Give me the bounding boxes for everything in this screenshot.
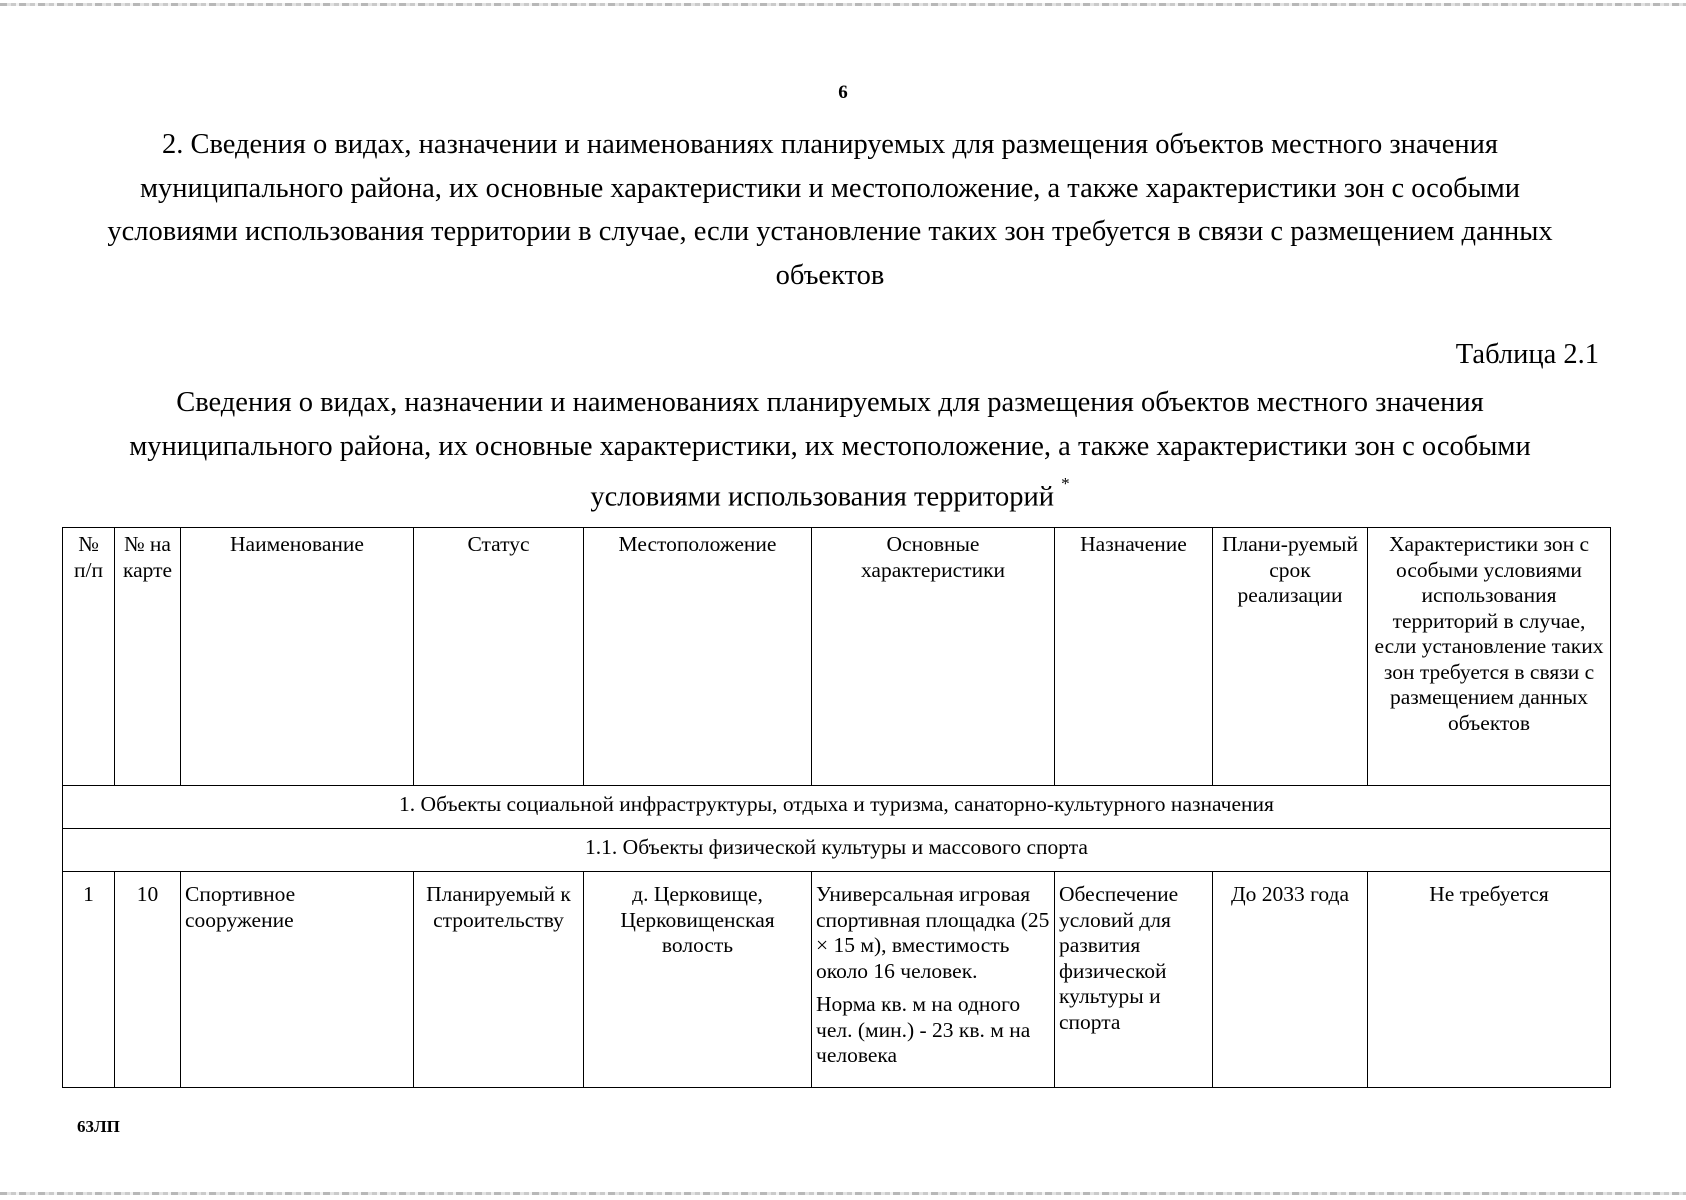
header-status: Статус	[414, 528, 584, 786]
section-heading: 2. Сведения о видах, назначении и наименованиях планируемых для размещения объектов местного значения муниципального района, их основные характеристики и местоположение, а также характеристики зон с особыми условиями использования территории в случае, если установление таких зон требуется в связи с размещением данных объектов	[107, 129, 1553, 291]
header-purpose: Назначение	[1055, 528, 1213, 786]
footnote-mark: *	[1061, 474, 1070, 493]
scan-edge-top	[0, 3, 1686, 6]
subsection-row	[63, 829, 1611, 872]
cell-status: Планируемый к строительству	[414, 872, 584, 1088]
header-num: № п/п	[63, 528, 115, 786]
footer-code: 63ЛП	[77, 1117, 120, 1136]
table-caption	[80, 381, 1580, 519]
objects-table	[62, 527, 1611, 1088]
section-row	[63, 786, 1611, 829]
cell-num: 1	[63, 872, 115, 1088]
header-name: Наименование	[181, 528, 414, 786]
cell-name: Спортивное сооружение	[181, 872, 414, 1088]
cell-term: До 2033 года	[1213, 872, 1368, 1088]
cell-map-num: 10	[115, 872, 181, 1088]
header-term: Плани-руемый срок реализации	[1213, 528, 1368, 786]
table-caption-text: Сведения о видах, назначении и наименованиях планируемых для размещения объектов местного значения муниципального района, их основные характеристики, их местоположение, а также характеристики зон с особыми условиями использования территорий	[129, 387, 1531, 513]
cell-characteristics	[812, 872, 1055, 1088]
scan-edge-bottom	[0, 1192, 1686, 1195]
characteristics-paragraph-2: Норма кв. м на одного чел. (мин.) - 23 кв. м на человека	[816, 992, 1031, 1067]
header-map-num: № на карте	[115, 528, 181, 786]
page-number: 6	[838, 82, 848, 103]
cell-location: д. Церковище, Церковищенская волость	[584, 872, 812, 1088]
header-zones: Характеристики зон с особыми условиями использования территорий в случае, если установление таких зон требуется в связи с размещением данных объектов	[1368, 528, 1611, 786]
cell-zones: Не требуется	[1368, 872, 1611, 1088]
section-title: 1. Объекты социальной инфраструктуры, отдыха и туризма, санаторно-культурного назначения	[63, 786, 1611, 829]
table-row	[63, 872, 1611, 1088]
table-header-row	[63, 528, 1611, 786]
cell-purpose: Обеспечение условий для развития физической культуры и спорта	[1055, 872, 1213, 1088]
header-location: Местоположение	[584, 528, 812, 786]
header-characteristics: Основные характеристики	[812, 528, 1055, 786]
subsection-title: 1.1. Объекты физической культуры и массового спорта	[63, 829, 1611, 872]
characteristics-paragraph-1: Универсальная игровая спортивная площадка (25 × 15 м), вместимость около 16 человек.	[816, 882, 1050, 983]
table-label: Таблица 2.1	[1455, 339, 1599, 370]
